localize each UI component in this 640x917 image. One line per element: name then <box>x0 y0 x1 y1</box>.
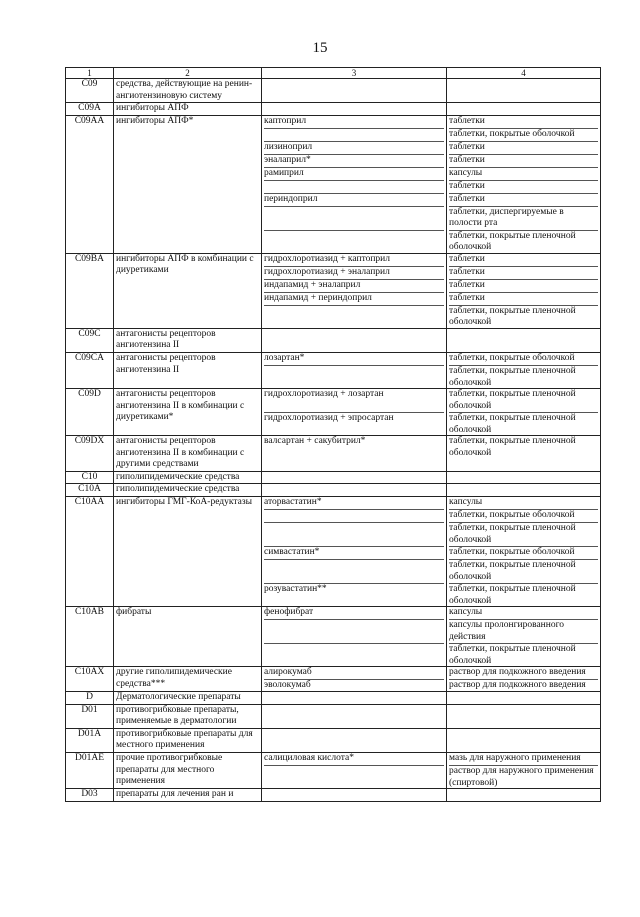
dosage-form: таблетки, диспергируемые в полости рта <box>449 207 598 231</box>
drug-name: симвастатин* <box>264 547 444 560</box>
dosage-form: таблетки, покрытые пленочной оболочкой <box>449 523 598 547</box>
table-row <box>66 471 601 484</box>
dosage-forms-cell <box>447 788 601 801</box>
drug-name: эволокумаб <box>264 679 311 690</box>
dosage-forms-cell <box>447 328 601 352</box>
dosage-forms-cell <box>447 704 601 728</box>
table-row <box>66 328 601 352</box>
group-name: антагонисты рецепторов ангиотензина II <box>114 328 262 352</box>
table-row <box>66 704 601 728</box>
atc-code: C09 <box>66 79 114 103</box>
dosage-forms-cell <box>447 606 601 666</box>
drug-name <box>264 523 444 547</box>
drug-name: салициловая кислота* <box>264 753 444 766</box>
drug-names-cell <box>262 496 447 606</box>
drug-name <box>264 620 444 644</box>
drug-name <box>264 207 444 231</box>
drug-name: фенофибрат <box>264 607 444 620</box>
dosage-forms-cell <box>447 253 601 328</box>
drug-names-cell <box>262 328 447 352</box>
group-name: противогрибковые препараты, применяемые в дерматологии <box>114 704 262 728</box>
table-row <box>66 103 601 116</box>
atc-code: C09D <box>66 388 114 435</box>
group-name: средства, действующие на ренин-ангиотензиновую систему <box>114 79 262 103</box>
dosage-form: таблетки <box>449 280 598 293</box>
dosage-form: таблетки <box>449 293 598 306</box>
drug-name <box>264 231 444 253</box>
header-row <box>66 68 601 79</box>
drug-name <box>264 366 444 388</box>
drug-name: индапамид + эналаприл <box>264 280 444 293</box>
group-name: фибраты <box>114 606 262 666</box>
dosage-form: таблетки, покрытые оболочкой <box>449 510 598 523</box>
table-row <box>66 728 601 752</box>
group-name: Дерматологические препараты <box>114 691 262 704</box>
drug-names-cell <box>262 666 447 691</box>
atc-code: C10AX <box>66 666 114 691</box>
dosage-form: таблетки <box>449 155 598 168</box>
drug-name: каптоприл <box>264 116 444 129</box>
drug-name: гидрохлоротиазид + эпросартан <box>264 412 394 423</box>
atc-code: C10 <box>66 471 114 484</box>
header-col-2: 2 <box>114 68 262 79</box>
dosage-form: таблетки <box>449 116 598 129</box>
drug-name: гидрохлоротиазид + лозартан <box>264 389 444 413</box>
drug-name: гидрохлоротиазид + эналаприл <box>264 267 444 280</box>
group-name: другие гиполипидемические средства*** <box>114 666 262 691</box>
table-row <box>66 352 601 388</box>
group-name: антагонисты рецепторов ангиотензина II в комбинации с другими средствами <box>114 435 262 471</box>
drug-name: гидрохлоротиазид + каптоприл <box>264 254 444 267</box>
header-col-3: 3 <box>262 68 447 79</box>
drug-names-cell <box>262 691 447 704</box>
atc-code: C09C <box>66 328 114 352</box>
dosage-form: таблетки, покрытые пленочной оболочкой <box>449 643 576 666</box>
dosage-form: таблетки, покрытые оболочкой <box>449 353 598 366</box>
header-col-4: 4 <box>447 68 601 79</box>
dosage-forms-cell <box>447 79 601 103</box>
dosage-form: раствор для наружного применения (спиртовой) <box>449 765 594 788</box>
table-row <box>66 484 601 497</box>
dosage-forms-cell <box>447 471 601 484</box>
atc-code: D03 <box>66 788 114 801</box>
dosage-form: таблетки <box>449 254 598 267</box>
group-name: антагонисты рецепторов ангиотензина II в комбинации с диуретиками* <box>114 388 262 435</box>
atc-code: D <box>66 691 114 704</box>
header-col-1: 1 <box>66 68 114 79</box>
dosage-form: таблетки, покрытые пленочной оболочкой <box>449 412 576 435</box>
drug-names-cell <box>262 388 447 435</box>
dosage-form: капсулы <box>449 497 598 510</box>
drug-name <box>264 306 444 328</box>
group-name: препараты для лечения ран и <box>114 788 262 801</box>
dosage-form: раствор для подкожного введения <box>449 667 598 680</box>
drug-names-cell <box>262 728 447 752</box>
drug-name: аторвастатин* <box>264 497 444 510</box>
dosage-forms-cell <box>447 728 601 752</box>
dosage-form: мазь для наружного применения <box>449 753 598 766</box>
drug-name <box>264 510 444 523</box>
dosage-form: таблетки <box>449 181 598 194</box>
dosage-forms-cell: таблетки, покрытые пленочной оболочкой <box>447 435 601 471</box>
dosage-form: таблетки <box>449 194 598 207</box>
drug-name: индапамид + периндоприл <box>264 293 444 306</box>
group-name: прочие противогрибковые препараты для местного применения <box>114 752 262 788</box>
table-row <box>66 79 601 103</box>
table-row <box>66 388 601 435</box>
drug-name: эналаприл* <box>264 155 444 168</box>
atc-code: C09AA <box>66 115 114 253</box>
table-row <box>66 788 601 801</box>
group-name: гиполипидемические средства <box>114 484 262 497</box>
drug-names-cell <box>262 484 447 497</box>
drug-name: рамиприл <box>264 168 444 181</box>
dosage-form: таблетки, покрытые пленочной оболочкой <box>449 560 598 584</box>
dosage-forms-cell <box>447 496 601 606</box>
dosage-forms-cell <box>447 103 601 116</box>
drug-names-cell <box>262 103 447 116</box>
group-name: ингибиторы АПФ* <box>114 115 262 253</box>
dosage-forms-cell <box>447 388 601 435</box>
dosage-forms-cell <box>447 484 601 497</box>
atc-code: C10A <box>66 484 114 497</box>
dosage-forms-cell <box>447 691 601 704</box>
group-name: ингибиторы АПФ в комбинации с диуретиками <box>114 253 262 328</box>
drug-name <box>264 644 444 666</box>
dosage-form: капсулы <box>449 168 598 181</box>
dosage-form: капсулы пролонгированного действия <box>449 620 598 644</box>
drug-names-cell <box>262 79 447 103</box>
drug-name <box>264 766 444 788</box>
group-name: ингибиторы АПФ <box>114 103 262 116</box>
drug-name <box>264 181 444 194</box>
drug-name: розувастатин** <box>264 583 327 594</box>
atc-code: C10AA <box>66 496 114 606</box>
atc-code: C09DX <box>66 435 114 471</box>
table-row <box>66 691 601 704</box>
drug-name <box>264 129 444 142</box>
drug-names-cell <box>262 253 447 328</box>
table-row <box>66 115 601 253</box>
dosage-form: капсулы <box>449 607 598 620</box>
table-row <box>66 666 601 691</box>
drug-names-cell <box>262 704 447 728</box>
group-name: противогрибковые препараты для местного применения <box>114 728 262 752</box>
drug-names-cell <box>262 752 447 788</box>
table-row <box>66 752 601 788</box>
dosage-form: таблетки, покрытые оболочкой <box>449 547 598 560</box>
dosage-form: таблетки, покрытые пленочной оболочкой <box>449 583 576 606</box>
table-row <box>66 435 601 471</box>
atc-code: D01AE <box>66 752 114 788</box>
drug-name: алирокумаб <box>264 667 444 680</box>
group-name: ингибиторы ГМГ-КоА-редуктазы <box>114 496 262 606</box>
dosage-forms-cell <box>447 352 601 388</box>
page-number: 15 <box>312 40 328 56</box>
dosage-form: таблетки, покрытые пленочной оболочкой <box>449 305 576 328</box>
drug-name: лозартан* <box>264 353 444 366</box>
drug-names-cell <box>262 606 447 666</box>
table-row <box>66 496 601 606</box>
atc-code: D01 <box>66 704 114 728</box>
dosage-form: таблетки <box>449 142 598 155</box>
dosage-form: таблетки, покрытые пленочной оболочкой <box>449 365 576 388</box>
group-name: антагонисты рецепторов ангиотензина II <box>114 352 262 388</box>
atc-code: D01A <box>66 728 114 752</box>
atc-code: C09CA <box>66 352 114 388</box>
drug-table <box>65 67 601 802</box>
drug-names-cell: валсартан + сакубитрил* <box>262 435 447 471</box>
dosage-form: таблетки <box>449 267 598 280</box>
dosage-form: таблетки, покрытые оболочкой <box>449 129 598 142</box>
table-row <box>66 253 601 328</box>
dosage-forms-cell <box>447 666 601 691</box>
dosage-form: таблетки, покрытые пленочной оболочкой <box>449 230 576 253</box>
drug-names-cell <box>262 352 447 388</box>
table-row <box>66 606 601 666</box>
drug-name: лизиноприл <box>264 142 444 155</box>
atc-code: C09A <box>66 103 114 116</box>
drug-names-cell <box>262 788 447 801</box>
dosage-form: таблетки, покрытые пленочной оболочкой <box>449 389 598 413</box>
dosage-form: раствор для подкожного введения <box>449 679 586 690</box>
dosage-forms-cell <box>447 115 601 253</box>
drug-names-cell <box>262 471 447 484</box>
drug-name: периндоприл <box>264 194 444 207</box>
group-name: гиполипидемические средства <box>114 471 262 484</box>
dosage-forms-cell <box>447 752 601 788</box>
atc-code: C09BA <box>66 253 114 328</box>
atc-code: C10AB <box>66 606 114 666</box>
drug-name <box>264 560 444 584</box>
drug-names-cell <box>262 115 447 253</box>
